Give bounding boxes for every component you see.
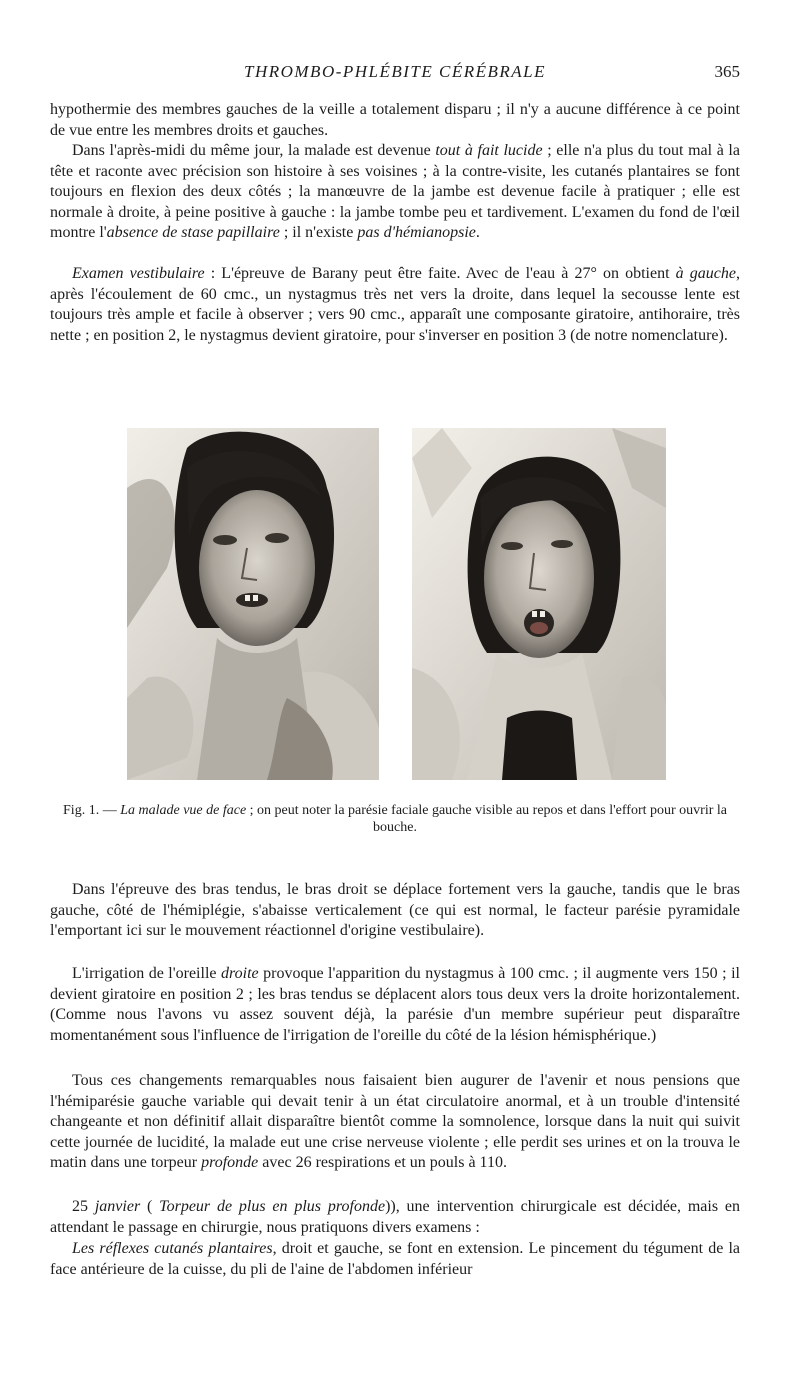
text-segment: ; elle n'a plus du tout mal à la tête et raconte avec précision son histoire à ses voisines ; à la contre-visite, les cutanés plantaires se font toujours en flexion des deux côtés ; la manœuvre de la jambe est devenue facile à pratiquer ; elle est normale à droite, à peine positive à gauche : la jambe tombe peu et tardivement. L'examen du fond de l'œil montre l' (50, 142, 740, 241)
italic-text-segment: Les réflexes cutanés plantaires (72, 1240, 273, 1257)
paragraph (50, 880, 740, 942)
figure-caption-text: ; on peut noter la parésie faciale gauche visible au repos et dans l'effort pour ouvrir la bouche. (246, 803, 727, 835)
italic-text-segment: tout à fait lucide (435, 142, 543, 159)
italic-text-segment: absence de stase papillaire (106, 224, 280, 241)
figure-caption-title: La malade vue de face (120, 803, 247, 818)
text-segment: : L'épreuve de Barany peut être faite. Avec de l'eau à 27° on obtient (204, 265, 676, 282)
patient-photo-right (412, 428, 666, 780)
text-segment: provoque l'apparition du nystagmus à 100 cmc. ; il augmente vers 150 ; il devient giratoire en position 2 ; les bras tendus se déplacent alors tous deux vers la droite horizontalement. (Comme nous l'avons vu assez souvent déjà, la parésie d'un membre supérieur peut disparaître momentanément sous l'influence de l'irrigation de l'oreille du côté de la lésion hémisphérique.) (50, 965, 740, 1044)
italic-text-segment: profonde (201, 1154, 259, 1171)
italic-text-segment: Examen vestibulaire (72, 265, 205, 282)
italic-text-segment: à gauche (675, 265, 736, 282)
text-segment: . (475, 224, 480, 241)
figure-label: Fig. 1. — (63, 803, 121, 818)
paragraph (50, 1071, 740, 1174)
paragraph (50, 964, 740, 1046)
patient-photo-left (127, 428, 379, 780)
italic-text-segment: janvier (94, 1198, 141, 1215)
text-segment: ; il n'existe (279, 224, 358, 241)
text-segment: L'irrigation de l'oreille (72, 965, 221, 982)
text-segment: Dans l'après-midi du même jour, la malade est devenue (72, 142, 436, 159)
italic-text-segment: Torpeur de plus en plus profonde (159, 1198, 386, 1215)
text-segment: Dans l'épreuve des bras tendus, le bras droit se déplace fortement vers la gauche, tandis que le bras gauche, côté de l'hémiplégie, s'abaisse verticalement (ce qui est normal, le facteur parésie pyramidale l'emportant ici sur le mouvement réactionnel d'origine vestibulaire). (50, 881, 740, 939)
paragraph (50, 141, 740, 244)
text-segment: hypothermie des membres gauches de la veille a totalement disparu ; il n'y a aucune différence à ce point de vue entre les membres droits et gauches. (50, 101, 740, 139)
italic-text-segment: pas d'hémianopsie (357, 224, 476, 241)
text-segment: ( (140, 1198, 160, 1215)
page-header (50, 58, 740, 86)
text-segment: , droit et gauche, se font en extension. Le pincement du tégument de la face antérieure de la cuisse, du pli de l'aine de l'abdomen inférieur (50, 1240, 741, 1278)
text-segment: avec 26 respirations et un pouls à 110. (258, 1154, 507, 1171)
text-segment: 25 (72, 1198, 95, 1215)
paragraph (50, 1197, 740, 1238)
text-segment: )), une intervention chirurgicale est décidée, mais en attendant le passage en chirurgie, nous pratiquons divers examens : (50, 1198, 741, 1236)
paragraph (50, 100, 740, 141)
page-number: 365 (714, 62, 740, 81)
paragraph (50, 1239, 740, 1280)
running-title: THROMBO-PHLÉBITE CÉRÉBRALE (244, 62, 546, 81)
italic-text-segment: droite (221, 965, 259, 982)
text-segment: Tous ces changements remarquables nous faisaient bien augurer de l'avenir et nous pensions que l'hémiparésie gauche variable qui devait tenir à un état circulatoire anormal, et à un trouble d'intensité changeante et non définitif allait disparaître bientôt comme la somnolence, lorsque dans la nuit qui suivit cette journée de lucidité, la malade eut une crise nerveuse violente ; elle perdit ses urines et on la trouva le matin dans une torpeur (50, 1072, 740, 1171)
figure-caption (50, 802, 740, 836)
text-segment: , après l'écoulement de 60 cmc., un nystagmus très net vers la droite, dans lequel la secousse lente est toujours très ample et facile à observer ; vers 90 cmc., apparaît une composante giratoire, antihoraire, très nette ; en position 2, le nystagmus devient giratoire, pour s'inverser en position 3 (de notre nomenclature). (50, 265, 740, 344)
paragraph (50, 264, 740, 346)
